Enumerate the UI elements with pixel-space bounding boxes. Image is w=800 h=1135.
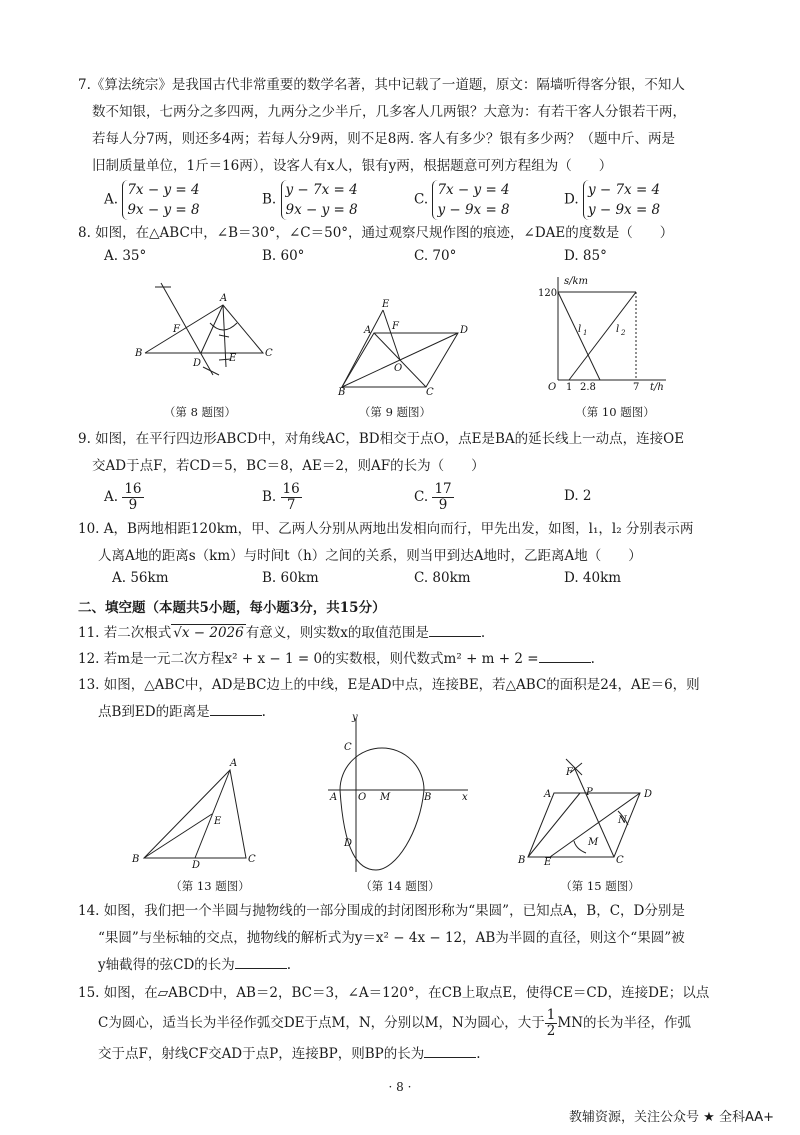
label-c: C xyxy=(426,387,434,395)
q9-option-a[interactable] xyxy=(104,482,144,513)
label-p: P xyxy=(586,787,593,798)
q11-post: 有意义，则实数x的取值范围是 xyxy=(245,625,429,641)
eq-line: 7x − y = 4 xyxy=(437,182,510,198)
radicand: x − 2026 xyxy=(181,625,244,641)
caption-figure-14: （第 14 题图） xyxy=(360,879,440,893)
question-9 xyxy=(78,426,730,480)
y-axis-label: y xyxy=(352,712,358,723)
label-a: A xyxy=(364,325,372,336)
q7-line: 旧制质量单位，1斤＝16两），设客人有x人，银有y两，根据题意可列方程组为（ ） xyxy=(92,158,613,174)
q8-option-c[interactable]: C. 70° xyxy=(414,248,457,264)
label-d: D xyxy=(193,358,202,369)
question-14: 14. 如图，我们把一个半圆与抛物线的一部分围成的封闭图形称为“果圆”，已知点A，B，C，D分别是 “果圆”与坐标轴的交点，抛物线的解析式为y＝x² − 4x − 12，AB为半圆的直径，则这个“果圆”被 y轴截得的弦CD的长为 . xyxy=(78,898,730,979)
line-l1-label: l xyxy=(578,324,582,335)
caption-figure-13: （第 13 题图） xyxy=(170,879,250,893)
q12-text: 12. 若m是一元二次方程x² + x − 1 = 0的实数根，则代数式m² + m + 2 = xyxy=(78,651,539,667)
figure-15 xyxy=(514,745,664,870)
x-axis-label: t/h xyxy=(650,382,664,393)
figure-8 xyxy=(125,275,285,385)
q13-line: 点B到ED的距离是 xyxy=(98,704,210,720)
label-m: M xyxy=(588,837,599,848)
question-10 xyxy=(78,516,730,570)
question-7 xyxy=(78,72,730,180)
label-d: D xyxy=(644,789,653,800)
eq-line: y − 7x = 4 xyxy=(285,182,358,198)
q7-option-c[interactable] xyxy=(414,180,510,220)
label-b: B xyxy=(132,854,140,865)
denominator: 2 xyxy=(546,1023,556,1039)
q7-option-a[interactable] xyxy=(104,180,200,220)
q9-line: 9. 如图，在平行四边形ABCD中，对角线AC，BD相交于点O，点E是BA的延长线上一动点，连接OE xyxy=(78,431,685,447)
q8-option-b[interactable]: B. 60° xyxy=(262,248,305,264)
q7-line: 7.《算法统宗》是我国古代非常重要的数学名著，其中记载了一道题，原文：隔墙听得客分银，不知人 xyxy=(78,77,685,93)
q14-line: y轴截得的弦CD的长为 xyxy=(98,957,235,973)
line-l2-label: l xyxy=(616,324,620,335)
page-number: · 8 · xyxy=(388,1080,412,1094)
watermark: 教辅资源，关注公众号 ★ 全科AA+ xyxy=(569,1110,774,1125)
label-e: E xyxy=(214,816,222,827)
option-label: D. 2 xyxy=(564,488,592,504)
answer-blank[interactable] xyxy=(424,1043,476,1058)
option-label: B. xyxy=(262,489,277,505)
label-m: M xyxy=(380,792,391,803)
tick-1: 1 xyxy=(566,382,573,393)
q7-option-b[interactable] xyxy=(262,180,358,220)
y-axis-label: s/km xyxy=(564,276,589,287)
q10-option-b[interactable]: B. 60km xyxy=(262,570,319,586)
q9-line: 交AD于点F，若CD＝5，BC＝8，AE＝2，则AF的长为（ ） xyxy=(92,458,485,474)
eq-line: y − 9x = 8 xyxy=(587,202,661,218)
numerator: 16 xyxy=(282,481,300,497)
q7-line: 数不知银，七两分之多四两，九两分之少半斤，几多客人几两银？大意为：有若干客人分银若干两， xyxy=(92,104,686,120)
label-e: E xyxy=(229,353,237,364)
label-o: O xyxy=(358,792,367,803)
answer-blank[interactable] xyxy=(210,701,262,716)
label-d: D xyxy=(460,325,469,336)
answer-blank[interactable] xyxy=(235,954,287,969)
q9-option-d[interactable] xyxy=(564,488,592,504)
label-b: B xyxy=(518,855,526,866)
question-8 xyxy=(78,220,730,247)
eq-line: 9x − y = 8 xyxy=(285,202,358,218)
question-11: 11. 若二次根式 √x − 2026 有意义，则实数x的取值范围是 . xyxy=(78,620,730,647)
option-label: C. xyxy=(414,191,429,208)
label-e: E xyxy=(544,857,552,868)
numerator: 1 xyxy=(546,1007,556,1023)
question-12: 12. 若m是一元二次方程x² + x − 1 = 0的实数根，则代数式m² + m + 2 = . xyxy=(78,646,730,673)
caption-figure-15: （第 15 题图） xyxy=(560,879,640,893)
q10-line: 10. A，B两地相距120km，甲、乙两人分别从两地出发相向而行，甲先出发，如图，l₁，l₂ 分别表示两 xyxy=(78,521,694,537)
line-l2-sub: 2 xyxy=(621,329,626,337)
q15-line: MN的长为半径，作弧 xyxy=(557,1015,692,1031)
q13-line: 13. 如图，△ABC中，AD是BC边上的中线，E是AD中点，连接BE，若△ABC的面积是24，AE＝6，则 xyxy=(78,677,700,693)
q15-line: 15. 如图，在▱ABCD中，AB＝2，BC＝3，∠A＝120°，在CB上取点E，使得CE＝CD，连接DE；以点 xyxy=(78,985,710,1001)
figure-13 xyxy=(130,750,270,870)
option-label: C. xyxy=(414,489,429,505)
q8-option-a[interactable]: A. 35° xyxy=(104,248,147,264)
label-n: N xyxy=(618,815,627,826)
option-label: D. xyxy=(564,191,579,208)
tick-2-8: 2.8 xyxy=(580,382,596,393)
denominator: 9 xyxy=(438,497,448,513)
q10-option-d[interactable]: D. 40km xyxy=(564,570,622,586)
section-heading: 二、填空题（本题共5小题，每小题3分，共15分） xyxy=(78,600,386,616)
q15-line: C为圆心，适当长为半径作弧交DE于点M，N，分别以M，N为圆心，大于 xyxy=(98,1015,545,1031)
label-d: D xyxy=(344,838,353,849)
q10-option-c[interactable]: C. 80km xyxy=(414,570,471,586)
q9-option-c[interactable] xyxy=(414,482,454,513)
answer-blank[interactable] xyxy=(429,622,481,637)
q9-option-b[interactable] xyxy=(262,482,302,513)
eq-line: y − 9x = 8 xyxy=(437,202,510,218)
label-f: F xyxy=(173,324,180,335)
option-label: A. xyxy=(104,191,119,208)
figure-10 xyxy=(528,272,678,397)
label-a: A xyxy=(230,758,238,769)
q8-option-d[interactable]: D. 85° xyxy=(564,248,607,264)
q15-line: 交于点F，射线CF交AD于点P，连接BP，则BP的长为 xyxy=(98,1046,425,1062)
numerator: 16 xyxy=(124,481,142,497)
label-c: C xyxy=(265,348,273,359)
label-b: B xyxy=(338,387,346,395)
q14-line: “果圆”与坐标轴的交点，抛物线的解析式为y＝x² − 4x − 12，AB为半圆的直径，则这个“果圆”被 xyxy=(98,930,685,946)
denominator: 7 xyxy=(286,497,296,513)
q11-pre: 11. 若二次根式 xyxy=(78,625,172,641)
figure-9 xyxy=(330,295,480,395)
denominator: 9 xyxy=(128,497,138,513)
label-c: C xyxy=(616,855,624,866)
eq-line: 7x − y = 4 xyxy=(127,182,200,198)
question-15: 15. 如图，在▱ABCD中，AB＝2，BC＝3，∠A＝120°，在CB上取点E，使得CE＝CD，连接DE；以点 C为圆心，适当长为半径作弧交DE于点M，N，分别以M，N为圆心，大于 $\frac{1}{2}$ MN的长为半径，作弧 交于点F，射线CF交AD于点P，连接BP，则BP的长为 . xyxy=(78,978,730,1069)
question-13: 13. 如图，△ABC中，AD是BC边上的中线，E是AD中点，连接BE，若△ABC的面积是24，AE＝6，则 点B到ED的距离是 . xyxy=(78,672,730,726)
label-a: A xyxy=(330,792,338,803)
eq-line: 9x − y = 8 xyxy=(127,202,200,218)
q8-text: 8. 如图，在△ABC中，∠B＝30°，∠C＝50°，通过观察尺规作图的痕迹，∠DAE的度数是（ ） xyxy=(78,225,674,241)
label-f: F xyxy=(566,767,573,778)
figure-14 xyxy=(320,712,480,877)
label-c: C xyxy=(344,742,352,753)
label-e: E xyxy=(382,299,390,310)
option-label: A. xyxy=(104,489,119,505)
label-c: C xyxy=(248,854,256,865)
label-a: A xyxy=(220,293,228,304)
label-o: O xyxy=(394,363,403,374)
answer-blank[interactable] xyxy=(539,648,591,663)
eq-line: y − 7x = 4 xyxy=(587,182,661,198)
caption-figure-8: （第 8 题图） xyxy=(163,405,237,419)
label-b: B xyxy=(424,792,432,803)
x-axis-label: x xyxy=(462,792,468,803)
caption-figure-9: （第 9 题图） xyxy=(358,405,432,419)
tick-120: 120 xyxy=(538,288,558,299)
label-a: A xyxy=(544,789,552,800)
q7-line: 若每人分7两，则还多4两；若每人分9两，则不足8两. 客人有多少？银有多少两？（题中斤、两是 xyxy=(92,131,675,147)
tick-7: 7 xyxy=(633,382,640,393)
label-f: F xyxy=(392,321,399,332)
option-label: B. xyxy=(262,191,277,208)
caption-figure-10: （第 10 题图） xyxy=(575,405,655,419)
line-l1-sub: 1 xyxy=(583,329,588,337)
q7-option-d[interactable] xyxy=(564,180,660,220)
numerator: 17 xyxy=(434,481,452,497)
q10-option-a[interactable]: A. 56km xyxy=(112,570,169,586)
label-d: D xyxy=(192,860,201,870)
q10-line: 人离A地的距离s（km）与时间t（h）之间的关系，则当甲到达A地时，乙距离A地（ ） xyxy=(98,548,642,564)
q14-line: 14. 如图，我们把一个半圆与抛物线的一部分围成的封闭图形称为“果圆”，已知点A，B，C，D分别是 xyxy=(78,903,685,919)
label-b: B xyxy=(135,348,143,359)
origin-label: O xyxy=(548,382,557,393)
